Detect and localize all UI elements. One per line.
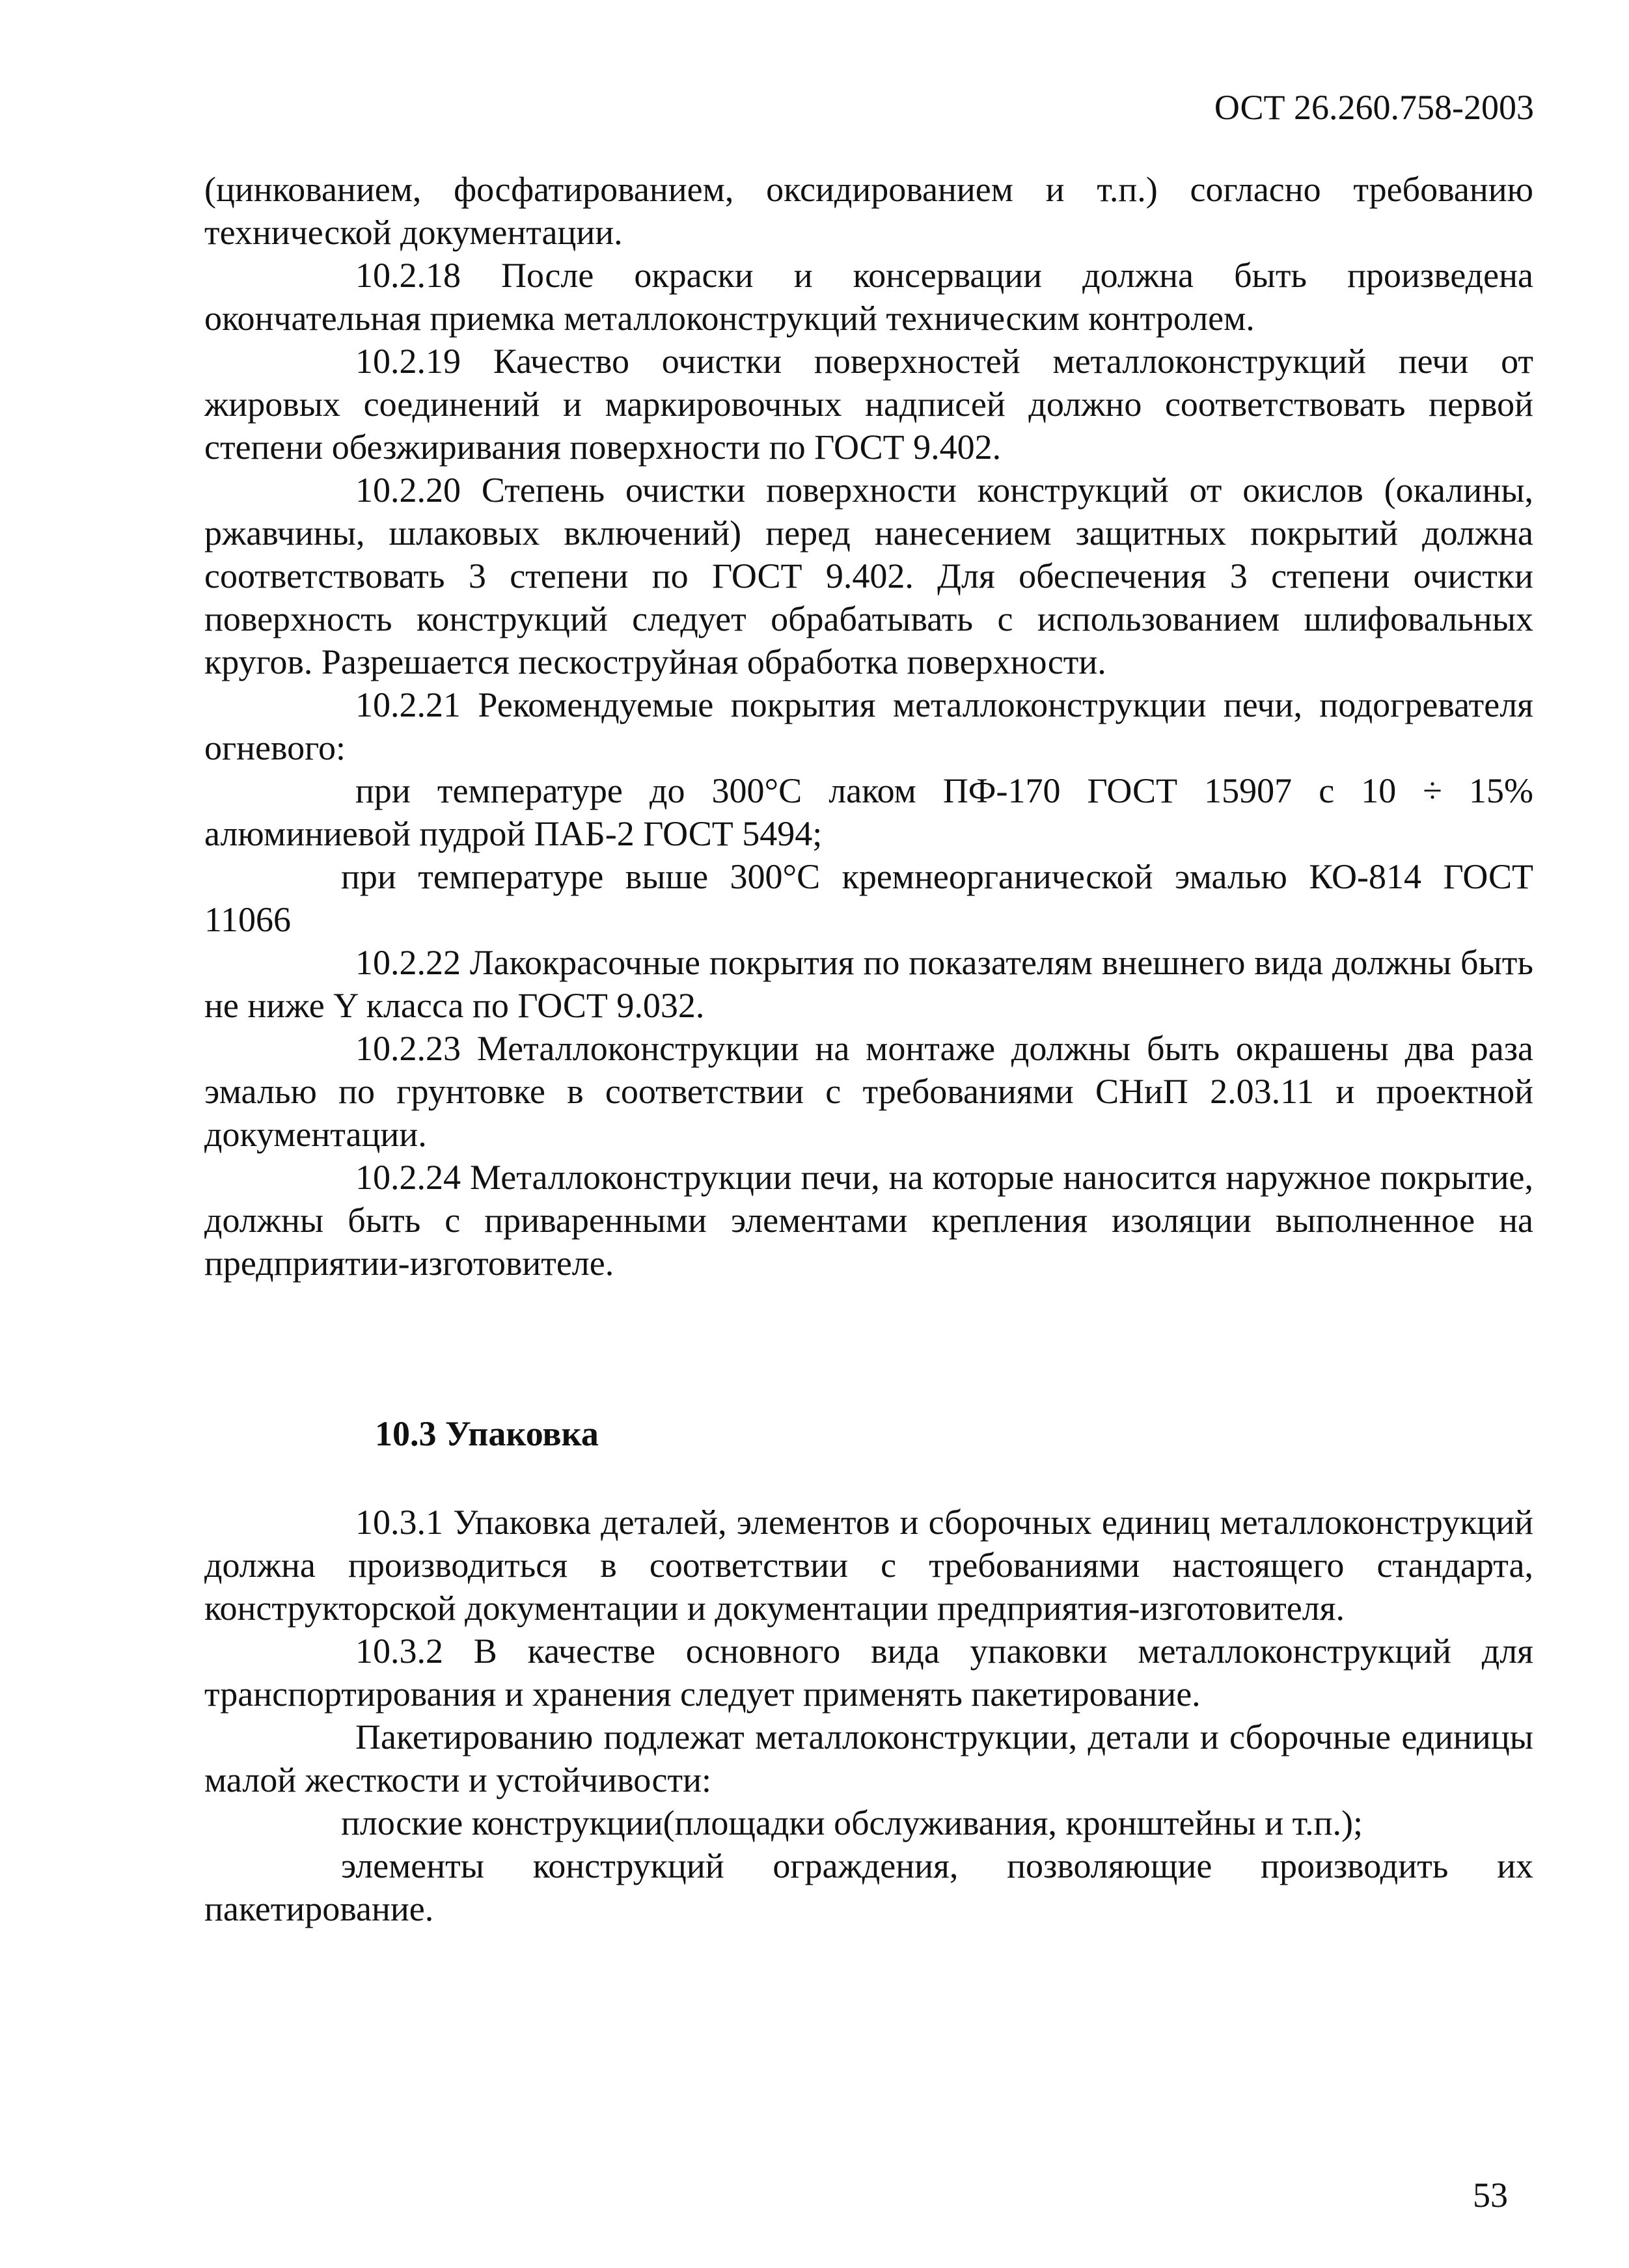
- section-heading-10-3: 10.3 Упаковка: [375, 1414, 599, 1453]
- paragraph-10-2-20: 10.2.20 Степень очистки поверхности конструкций от окислов (окалины, ржавчины, шлаковых включений) перед нанесением защитных покрытий должна соответствовать 3 степени по ГОСТ 9.402. Для обеспечения 3 степени очистки поверхность конструкций следует обрабатывать с использованием шлифовальных кругов. Разрешается пескоструйная обработка поверхности.: [204, 471, 1533, 681]
- coating-item-above-300: при температуре выше 300°С кремнеорганической эмалью КО-814 ГОСТ 11066: [204, 857, 1533, 939]
- paragraph-continuation: (цинкованием, фосфатированием, оксидированием и т.п.) согласно требованию технической документации.: [204, 170, 1533, 252]
- page-number: 53: [1473, 2176, 1508, 2215]
- paragraph-10-2-21: 10.2.21 Рекомендуемые покрытия металлоконструкции печи, подогревателя огневого:: [204, 685, 1533, 767]
- paragraph-10-2-22: 10.2.22 Лакокрасочные покрытия по показателям внешнего вида должны быть не ниже Y класса по ГОСТ 9.032.: [204, 943, 1533, 1025]
- list-item-fence-elements: элементы конструкций ограждения, позволяющие производить их пакетирование.: [204, 1846, 1533, 1928]
- document-code: ОСТ 26.260.758-2003: [1214, 88, 1534, 127]
- paragraph-10-3-1: 10.3.1 Упаковка деталей, элементов и сборочных единиц металлоконструкций должна производиться в соответствии с требованиями настоящего стандарта, конструкторской документации и документации предприятия-изготовителя.: [204, 1503, 1533, 1628]
- paragraph-10-3-2: 10.3.2 В качестве основного вида упаковки металлоконструкций для транспортирования и хранения следует применять пакетирование.: [204, 1632, 1533, 1714]
- coating-item-up-to-300: при температуре до 300°С лаком ПФ-170 ГОСТ 15907 с 10 ÷ 15% алюминиевой пудрой ПАБ-2 ГОСТ 5494;: [204, 771, 1533, 853]
- paragraph-10-2-23: 10.2.23 Металлоконструкции на монтаже должны быть окрашены два раза эмалью по грунтовке в соответствии с требованиями СНиП 2.03.11 и проектной документации.: [204, 1029, 1533, 1154]
- document-body-top: [204, 168, 1533, 1285]
- paragraph-10-2-18: 10.2.18 После окраски и консервации должна быть произведена окончательная приемка металлоконструкций техническим контролем.: [204, 256, 1533, 338]
- paragraph-packaging-subject: Пакетированию подлежат металлоконструкции, детали и сборочные единицы малой жесткости и устойчивости:: [204, 1717, 1533, 1799]
- document-body-section: [204, 1501, 1533, 1930]
- paragraph-10-2-24: 10.2.24 Металлоконструкции печи, на которые наносится наружное покрытие, должны быть с приваренными элементами крепления изоляции выполненное на предприятии-изготовителе.: [204, 1158, 1533, 1283]
- paragraph-10-2-19: 10.2.19 Качество очистки поверхностей металлоконструкций печи от жировых соединений и маркировочных надписей должно соответствовать первой степени обезжиривания поверхности по ГОСТ 9.402.: [204, 342, 1533, 467]
- list-item-flat-structures: плоские конструкции(площадки обслуживания, кронштейны и т.п.);: [341, 1803, 1363, 1842]
